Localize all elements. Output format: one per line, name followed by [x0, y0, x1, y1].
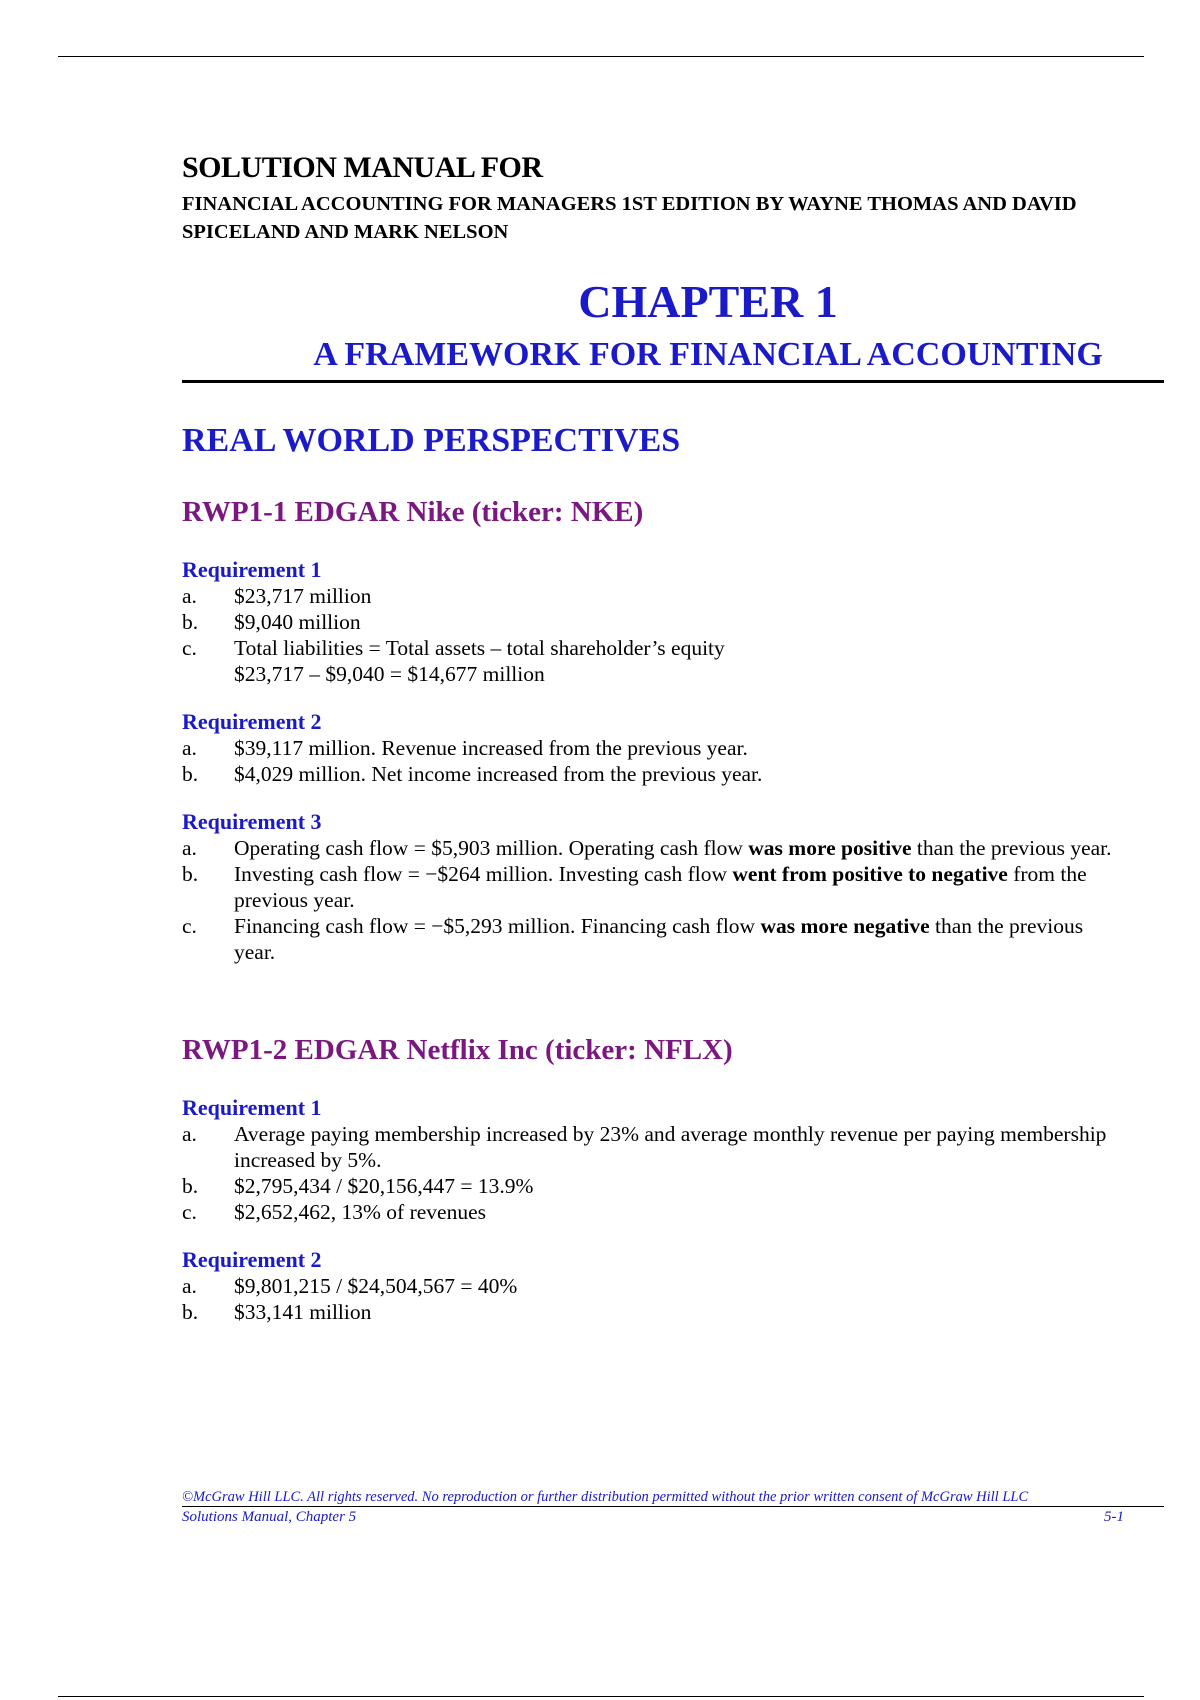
item-marker: a.: [182, 736, 197, 760]
item-text: Operating cash flow = $5,903 million. Operating cash flow: [234, 836, 749, 860]
list-item: [182, 1299, 1114, 1325]
item-marker: b.: [182, 1300, 199, 1324]
rwp1-req3-list: [182, 835, 1164, 965]
page-number: 5-1: [1104, 1509, 1124, 1525]
list-item: [182, 1121, 1114, 1173]
chapter-name: A FRAMEWORK FOR FINANCIAL ACCOUNTING: [313, 336, 1103, 373]
item-marker: c.: [182, 914, 197, 938]
chapter-number: CHAPTER 1: [578, 276, 838, 327]
page-content: [182, 150, 1164, 1325]
item-marker: b.: [182, 762, 199, 786]
rwp2-req1-list: [182, 1121, 1164, 1225]
top-rule: [58, 56, 1144, 57]
item-marker: b.: [182, 610, 199, 634]
item-text: Financing cash flow = −$5,293 million. Financing cash flow: [234, 914, 761, 938]
item-marker: a.: [182, 1122, 197, 1146]
list-item: [182, 609, 1114, 635]
item-text: $33,141 million: [234, 1300, 372, 1324]
item-text: than the previous year.: [911, 836, 1112, 860]
rwp2-req2-list: [182, 1273, 1164, 1325]
item-marker: c.: [182, 1200, 197, 1224]
footer-manual-label: Solutions Manual, Chapter 5: [182, 1509, 357, 1525]
item-emphasis: went from positive to negative: [732, 862, 1008, 886]
item-marker: b.: [182, 862, 199, 886]
item-marker: a.: [182, 584, 197, 608]
item-marker: c.: [182, 636, 197, 660]
rwp1-req3-heading: Requirement 3: [182, 809, 322, 834]
item-text: $4,029 million. Net income increased from the previous year.: [234, 762, 763, 786]
item-text: Average paying membership increased by 23% and average monthly revenue per paying membership increased by 5%.: [234, 1122, 1107, 1172]
item-text-continued: $23,717 – $9,040 = $14,677 million: [234, 662, 545, 686]
list-item: [182, 735, 1114, 761]
list-item: [182, 1173, 1114, 1199]
item-text: $9,801,215 / $24,504,567 = 40%: [234, 1274, 518, 1298]
item-text: Investing cash flow = −$264 million. Investing cash flow: [234, 862, 733, 886]
bottom-rule: [58, 1696, 1144, 1697]
rwp1-title: RWP1-1 EDGAR Nike (ticker: NKE): [182, 496, 644, 528]
item-text: Total liabilities = Total assets – total shareholder’s equity: [234, 636, 725, 660]
item-text: $23,717 million: [234, 584, 372, 608]
item-marker: a.: [182, 1274, 197, 1298]
item-emphasis: was more positive: [748, 836, 912, 860]
item-emphasis: was more negative: [760, 914, 930, 938]
list-item: [182, 1273, 1114, 1299]
rwp1-req2-list: [182, 735, 1164, 787]
item-text: $2,795,434 / $20,156,447 = 13.9%: [234, 1174, 534, 1198]
list-item: [182, 1199, 1114, 1225]
page-footer: [182, 1488, 1164, 1527]
rwp1-req1-heading: Requirement 1: [182, 557, 322, 582]
list-item: [182, 913, 1114, 965]
item-text: $9,040 million: [234, 610, 361, 634]
list-item: [182, 835, 1114, 861]
item-text: $2,652,462, 13% of revenues: [234, 1200, 486, 1224]
document-subtitle: FINANCIAL ACCOUNTING FOR MANAGERS 1ST EDITION BY WAYNE THOMAS AND DAVID SPICELAND AND MARK NELSON: [182, 193, 1077, 243]
rwp2-title: RWP1-2 EDGAR Netflix Inc (ticker: NFLX): [182, 1034, 733, 1066]
list-item: [182, 635, 1114, 687]
rwp2-req2-heading: Requirement 2: [182, 1247, 322, 1272]
item-marker: b.: [182, 1174, 199, 1198]
item-text: than the previous year.: [234, 914, 1084, 964]
rwp1-req1-list: [182, 583, 1164, 687]
chapter-rule: [182, 380, 1164, 383]
section-title: REAL WORLD PERSPECTIVES: [182, 422, 681, 459]
item-text: $39,117 million. Revenue increased from the previous year.: [234, 736, 748, 760]
list-item: [182, 761, 1114, 787]
footer-row: [182, 1507, 1124, 1527]
document-title: SOLUTION MANUAL FOR: [182, 151, 543, 184]
item-text: from the previous year.: [234, 862, 1087, 912]
list-item: [182, 583, 1114, 609]
item-marker: a.: [182, 836, 197, 860]
list-item: [182, 861, 1114, 913]
rwp2-req1-heading: Requirement 1: [182, 1095, 322, 1120]
copyright-notice: ©McGraw Hill LLC. All rights reserved. No reproduction or further distribution permitted without the prior written consent of McGraw Hill LLC: [182, 1489, 1029, 1505]
rwp1-req2-heading: Requirement 2: [182, 709, 322, 734]
